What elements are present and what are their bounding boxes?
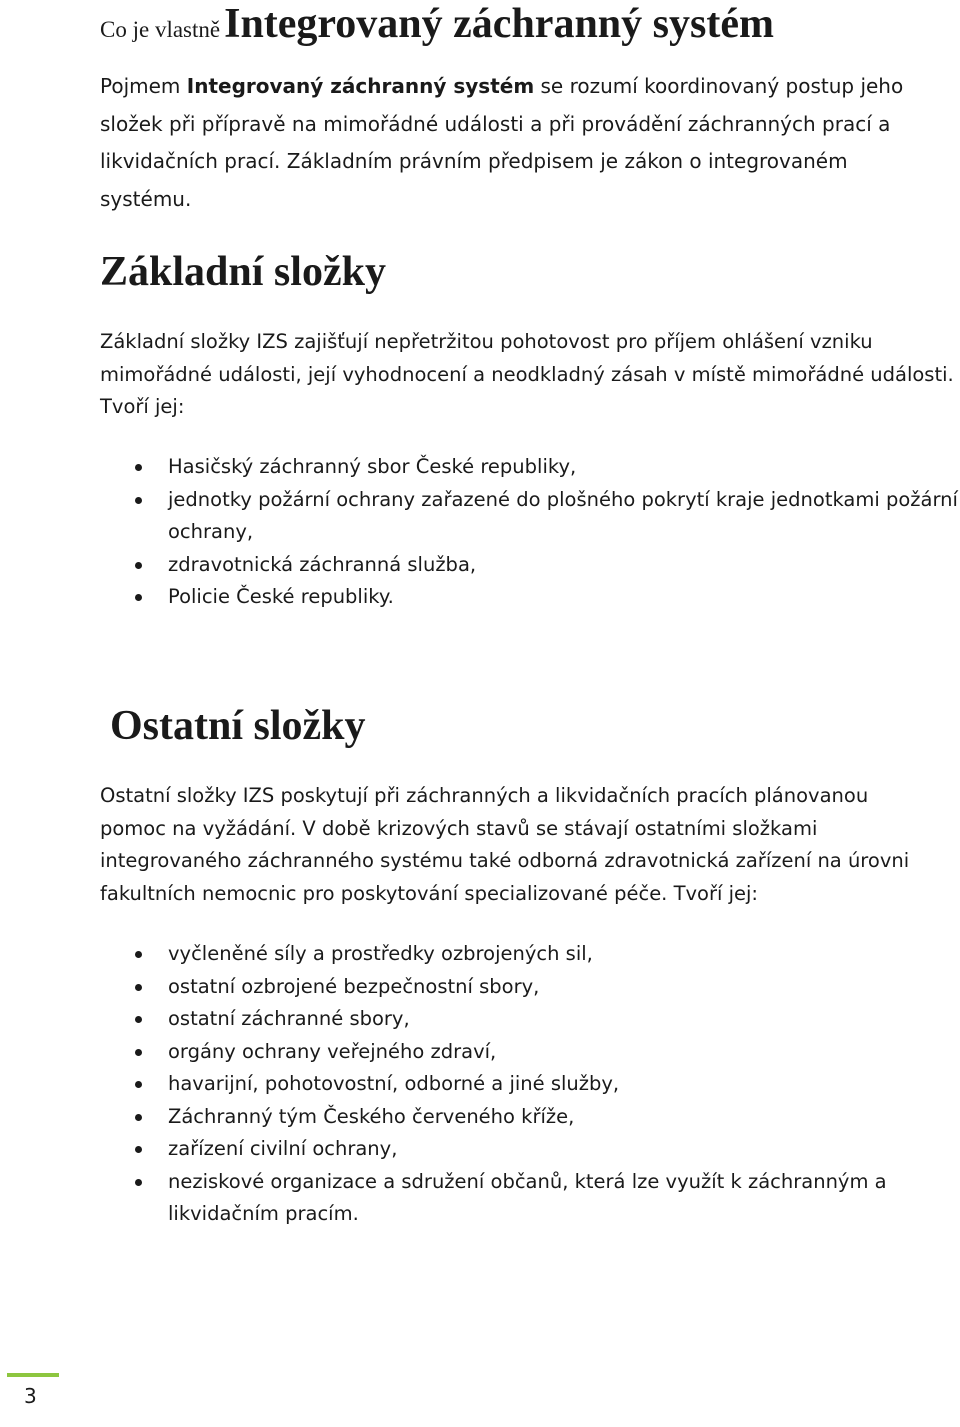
list-item xyxy=(0,549,960,582)
list-item-text: neziskové organizace a sdružení občanů, která lze využít k záchranným a likvidačním pracím. xyxy=(168,1169,887,1225)
list-item xyxy=(0,451,960,484)
bullet-icon xyxy=(135,562,142,569)
list-item xyxy=(0,1003,960,1036)
list-item xyxy=(0,484,960,549)
intro-text-before: Pojmem xyxy=(100,74,187,98)
bullet-icon xyxy=(135,1146,142,1153)
bullet-icon xyxy=(135,594,142,601)
bullet-icon xyxy=(135,497,142,504)
intro-text-bold: Integrovaný záchranný systém xyxy=(186,74,535,98)
other-components-list xyxy=(0,938,960,1231)
list-item-text: jednotky požární ochrany zařazené do plošného pokrytí kraje jednotkami požární ochrany, xyxy=(168,487,958,543)
list-item-text: zdravotnická záchranná služba, xyxy=(168,552,477,576)
basic-section-paragraph: Základní složky IZS zajišťují nepřetržitou pohotovost pro příjem ohlášení vzniku mimořádné události, její vyhodnocení a neodkladný zásah v místě mimořádné události. Tvoří jej: xyxy=(100,330,954,418)
list-item xyxy=(0,1133,960,1166)
list-item xyxy=(0,1036,960,1069)
bullet-icon xyxy=(135,984,142,991)
list-item xyxy=(0,1166,960,1231)
list-item-text: havarijní, pohotovostní, odborné a jiné služby, xyxy=(168,1072,620,1095)
list-item xyxy=(0,581,960,614)
list-item-text: vyčleněné síly a prostředky ozbrojených sil, xyxy=(168,942,593,965)
intro-paragraph xyxy=(100,68,925,218)
basic-section-heading: Základní složky xyxy=(100,249,386,295)
bullet-icon xyxy=(135,464,142,471)
list-item xyxy=(0,938,960,971)
other-section-heading: Ostatní složky xyxy=(110,703,366,749)
bullet-icon xyxy=(135,1179,142,1186)
page-number: 3 xyxy=(24,1384,37,1408)
bullet-icon xyxy=(135,1049,142,1056)
list-item-text: Záchranný tým Českého červeného kříže, xyxy=(168,1104,575,1128)
list-item xyxy=(0,1068,960,1101)
list-item-text: zařízení civilní ochrany, xyxy=(168,1137,398,1160)
list-item xyxy=(0,971,960,1004)
other-section-paragraph: Ostatní složky IZS poskytují při záchranných a likvidačních pracích plánovanou pomoc na vyžádání. V době krizových stavů se stávají ostatními složkami integrovaného záchranného systému také odborná zdravotnická zařízení na úrovni fakultních nemocnic pro poskytování specializované péče. Tvoří jej: xyxy=(100,784,910,905)
list-item-text: Hasičský záchranný sbor České republiky, xyxy=(168,455,577,478)
bullet-icon xyxy=(135,1081,142,1088)
list-item xyxy=(0,1101,960,1134)
list-item-text: ostatní ozbrojené bezpečnostní sbory, xyxy=(168,974,540,998)
basic-components-list xyxy=(0,451,960,614)
bullet-icon xyxy=(135,1114,142,1121)
bullet-icon xyxy=(135,1016,142,1023)
list-item-text: Policie České republiky. xyxy=(168,585,394,608)
page-title-prefix: Co je vlastně xyxy=(100,17,221,42)
page-title xyxy=(100,0,774,48)
page-title-main: Integrovaný záchranný systém xyxy=(224,1,774,47)
list-item-text: orgány ochrany veřejného zdraví, xyxy=(168,1039,497,1063)
bullet-icon xyxy=(135,951,142,958)
footer-accent-line xyxy=(7,1373,59,1377)
list-item-text: ostatní záchranné sbory, xyxy=(168,1007,410,1030)
intro-text-after: se rozumí koordinovaný postup jeho složek při přípravě na mimořádné události a při provádění záchranných prací a likvidačních prací. Základním právním předpisem je zákon o integrovaném systému. xyxy=(100,74,904,211)
